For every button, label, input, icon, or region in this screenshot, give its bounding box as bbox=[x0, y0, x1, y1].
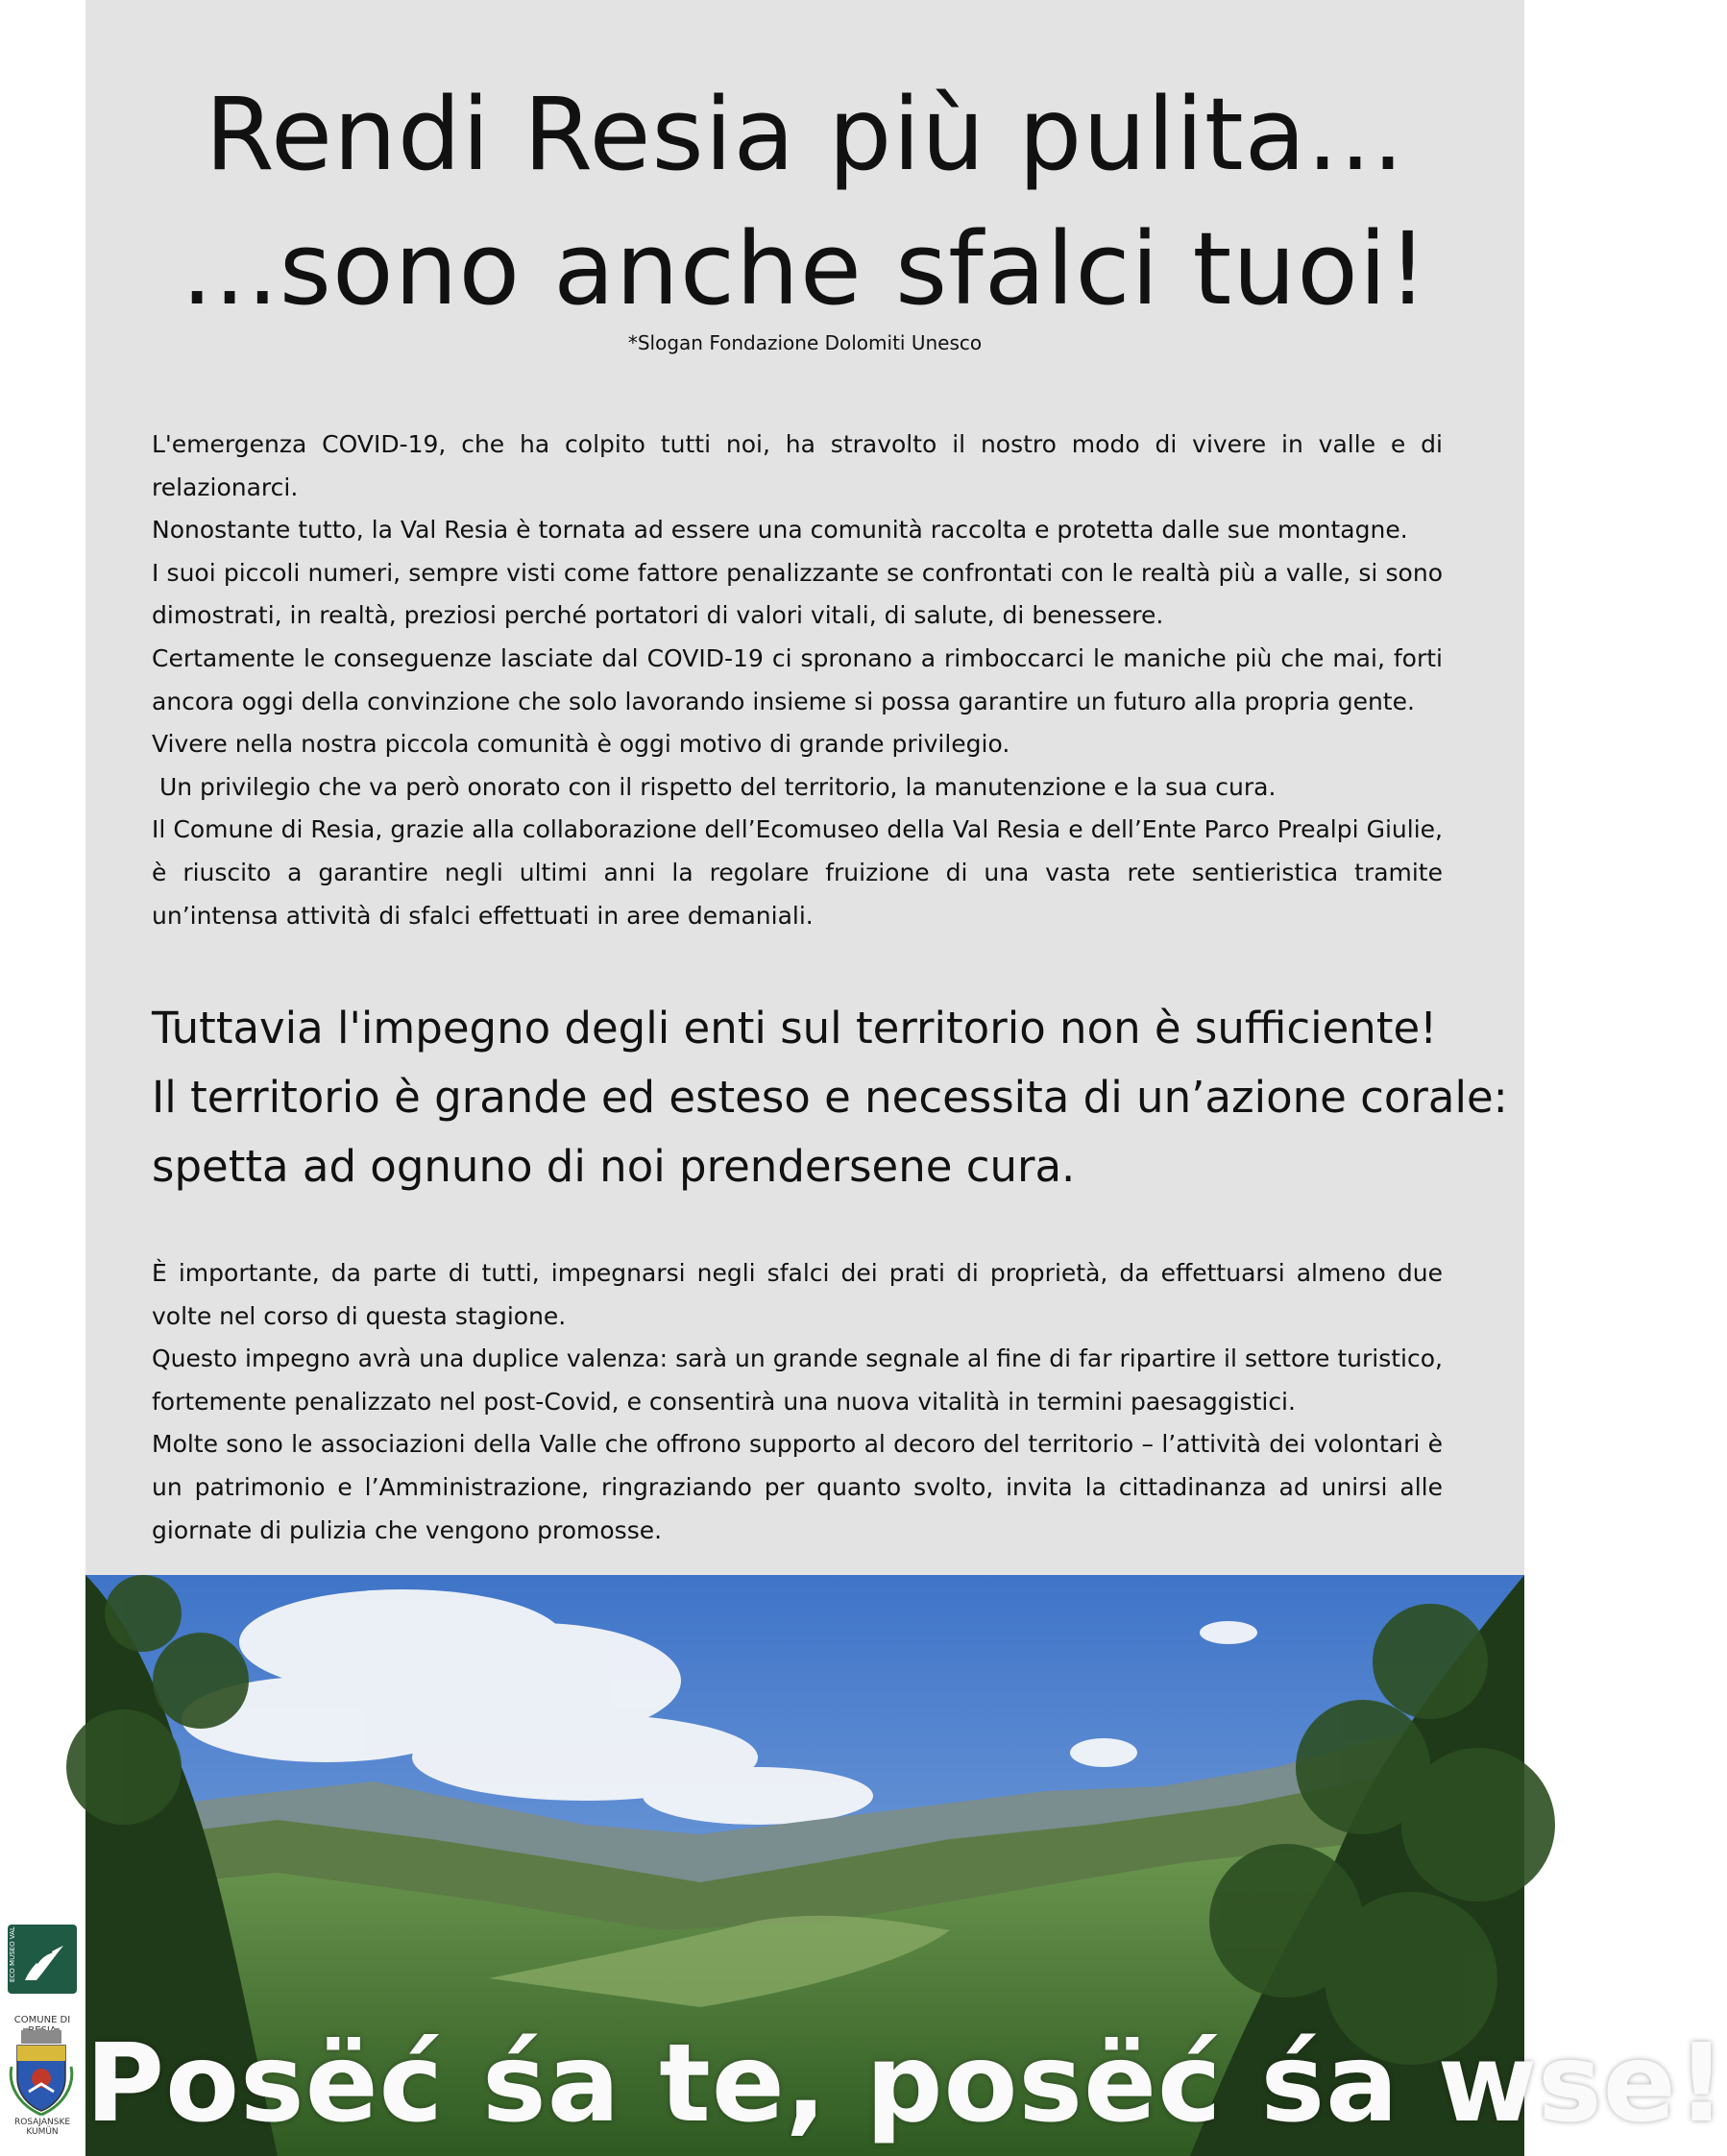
left-strip bbox=[0, 0, 85, 2156]
closing-paragraph: Questo impegno avrà una duplice valenza: sarà un grande segnale al fine di far ripartire il settore turistico, fortemente penalizzato nel post-Covid, e consentirà una nuova vitalità in termini paesaggistici. bbox=[152, 1344, 1443, 1416]
ecomuseo-logo-text: ECO MUSEO VAL RESIA bbox=[9, 1904, 16, 1982]
comune-sub-label: ROSAJANSKE KUMÜN bbox=[13, 2118, 71, 2137]
bottom-slogan: Posëć śa te, posëć śa wse! bbox=[85, 2022, 1727, 2146]
title-line-1: Rendi Resia più pulita... bbox=[205, 76, 1405, 193]
closing-paragraph: Molte sono le associazioni della Valle che offrono supporto al decoro del territorio – l’attività dei volontari è un patrimonio e l’Amministrazione, ringraziando per quanto svolto, invita la cittadinanza ad unirsi alle giornate di pulizia che vengono promosse. bbox=[152, 1430, 1443, 1544]
intro-paragraph: L'emergenza COVID-19, che ha colpito tutti noi, ha stravolto il nostro modo di vivere in valle e di relazionarci. bbox=[152, 430, 1443, 501]
closing-paragraph: È importante, da parte di tutti, impegnarsi negli sfalci dei prati di proprietà, da effettuarsi almeno due volte nel corso di questa stagione. bbox=[152, 1259, 1443, 1330]
content-panel bbox=[85, 0, 1524, 1575]
highlight-line-1: Tuttavia l'impegno degli enti sul territorio non è sufficiente! bbox=[152, 1003, 1438, 1054]
intro-paragraph: Certamente le conseguenze lasciate dal COVID-19 ci spronano a rimboccarci le maniche più che mai, forti ancora oggi della convinzione che solo lavorando insieme si possa garantire un futuro alla propria gente. bbox=[152, 643, 1443, 715]
intro-text bbox=[152, 424, 1443, 937]
intro-paragraph: Il Comune di Resia, grazie alla collaborazione dell’Ecomuseo della Val Resia e dell’Ente Parco Prealpi Giulie, è riuscito a garantire negli ultimi anni la regolare fruizione di una vasta rete sentieristica tramite un’intensa attività di sfalci effettuati in aree demaniali. bbox=[152, 815, 1443, 930]
highlight-line-3: spetta ad ognuno di noi prendersene cura. bbox=[152, 1141, 1076, 1192]
slogan-note: *Slogan Fondazione Dolomiti Unesco bbox=[627, 331, 983, 354]
title-line-2: ...sono anche sfalci tuoi! bbox=[181, 210, 1429, 327]
highlight-line-2: Il territorio è grande ed esteso e necessita di un’azione corale: bbox=[152, 1072, 1508, 1123]
comune-crest-icon bbox=[10, 2028, 73, 2115]
intro-paragraph: Nonostante tutto, la Val Resia è tornata ad essere una comunità raccolta e protetta dalle sue montagne. bbox=[152, 516, 1408, 545]
intro-paragraph: Un privilegio che va però onorato con il rispetto del territorio, la manutenzione e la sua cura. bbox=[152, 772, 1277, 801]
intro-paragraph: Vivere nella nostra piccola comunità è oggi motivo di grande privilegio. bbox=[152, 730, 1010, 759]
comune-label: COMUNE DI bbox=[13, 2015, 71, 2025]
closing-text bbox=[152, 1252, 1443, 1552]
intro-paragraph: I suoi piccoli numeri, sempre visti come fattore penalizzante se confrontati con le realtà più a valle, si sono dimostrati, in realtà, preziosi perché portatori di valori vitali, di salute, di benessere. bbox=[152, 558, 1443, 630]
highlight-text bbox=[152, 994, 1508, 1201]
valley-landscape-photo bbox=[85, 1575, 1727, 2156]
ecomuseo-logo bbox=[8, 1904, 77, 1994]
